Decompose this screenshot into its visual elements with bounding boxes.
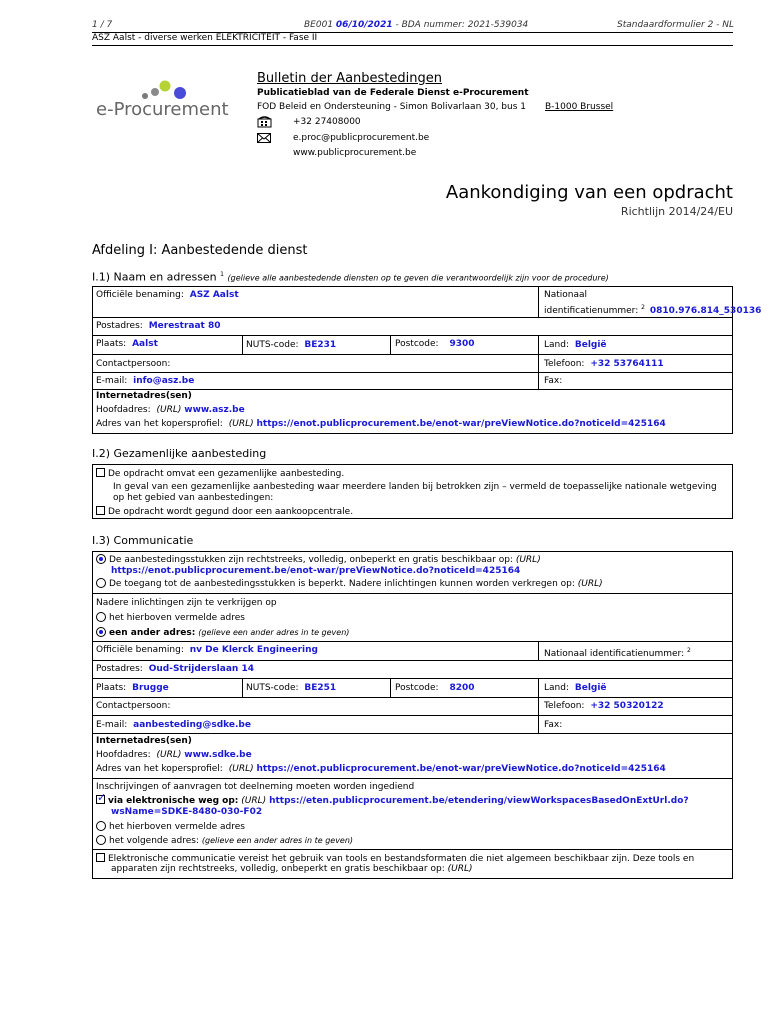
docs-free-radio[interactable] xyxy=(96,554,106,564)
i1-place xyxy=(96,339,158,350)
label: Officiële benaming: xyxy=(96,290,184,300)
label: identificatienummer: xyxy=(544,306,639,316)
publisher-address: FOD Beleid en Ondersteuning - Simon Bolivarlaan 30, bus 1 xyxy=(257,102,527,112)
phone-icon xyxy=(257,116,273,131)
url-label: (URL) xyxy=(156,750,182,760)
i3-buyer-profile xyxy=(96,764,666,775)
mail-icon xyxy=(257,133,272,147)
email-link[interactable]: info@asz.be xyxy=(133,376,195,386)
email-link[interactable]: aanbesteding@sdke.be xyxy=(133,720,251,730)
submit-above-radio[interactable] xyxy=(96,821,106,831)
label: NUTS-code: xyxy=(246,340,299,350)
bda-number: - BDA nummer: 2021-539034 xyxy=(395,20,529,30)
i1-internet-label: Internetadres(sen) xyxy=(96,391,192,401)
label: Adres van het kopersprofiel: xyxy=(96,419,223,429)
value: +32 53764111 xyxy=(590,359,664,369)
i1-heading-note: (gelieve alle aanbestedende diensten op te geven die verantwoordelijk zijn voor de procedure) xyxy=(227,273,609,283)
i2-central-option[interactable] xyxy=(96,506,353,518)
e-procurement-logo xyxy=(92,78,232,128)
label: Land: xyxy=(544,340,569,350)
i3-docs-url[interactable]: https://enot.publicprocurement.be/enot-war/preViewNotice.do?noticeId=425164 xyxy=(111,566,521,576)
publisher-email[interactable]: e.proc@publicprocurement.be xyxy=(293,133,430,143)
value: Aalst xyxy=(132,339,158,349)
i3-submit-opt1[interactable] xyxy=(96,795,689,807)
doc-date: 06/10/2021 xyxy=(335,20,393,30)
label: De toegang tot de aanbestedingsstukken is beperkt. Nadere inlichtingen kunnen worden verkregen op: xyxy=(109,579,575,589)
value: 0810.976.814_530136 xyxy=(649,306,762,316)
label: apparaten zijn rechtstreeks, volledig, onbeperkt en gratis beschikbaar op: xyxy=(111,864,445,874)
url-label: (URL) xyxy=(228,764,254,774)
i3-submit-opt2[interactable] xyxy=(96,821,245,833)
i3-info-opt1[interactable] xyxy=(96,612,245,624)
section-title: Afdeling I: Aanbestedende dienst xyxy=(92,243,308,258)
i1-heading-sup: 1 xyxy=(220,271,224,278)
submit-electronic-checkbox[interactable] xyxy=(96,795,105,804)
label: via elektronische weg op: xyxy=(108,796,239,806)
notice-subject: ASZ Aalst - diverse werken ELEKTRICITEIT - Fase II xyxy=(92,33,318,43)
label: Postcode: xyxy=(395,683,439,693)
i1-country xyxy=(544,340,607,351)
value: +32 50320122 xyxy=(590,701,664,711)
url-label: (URL) xyxy=(515,555,541,565)
value: België xyxy=(574,683,607,693)
label: Adres van het kopersprofiel: xyxy=(96,764,223,774)
i3-main-address xyxy=(96,750,252,761)
note: (gelieve een ander adres in te geven) xyxy=(201,836,354,845)
publisher-website[interactable]: www.publicprocurement.be xyxy=(293,148,417,158)
i1-fax: Fax: xyxy=(544,376,563,386)
i3-official-name xyxy=(96,645,318,656)
label: Officiële benaming: xyxy=(96,645,184,655)
label: Elektronische communicatie vereist het gebruik van tools en bestandsformaten die niet algemeen beschikbaar zijn. Deze tools en xyxy=(108,854,695,864)
i3-postcode xyxy=(395,683,475,694)
buyer-profile-link[interactable]: https://enot.publicprocurement.be/enot-war/preViewNotice.do?noticeId=425164 xyxy=(256,764,666,774)
i1-contact: Contactpersoon: xyxy=(96,359,171,369)
i3-docs-restricted-option[interactable] xyxy=(96,578,603,590)
doc-reference xyxy=(304,20,528,31)
i1-national-id-label: Nationaal xyxy=(544,290,588,300)
label: Hoofdadres: xyxy=(96,405,151,415)
main-link[interactable]: www.sdke.be xyxy=(184,750,252,760)
value: ASZ Aalst xyxy=(189,290,239,300)
label: Telefoon: xyxy=(544,701,585,711)
i3-fax: Fax: xyxy=(544,720,563,730)
i2-joint-note-2: op het gebied van aanbestedingen: xyxy=(113,493,274,503)
notice-directive: Richtlijn 2014/24/EU xyxy=(620,205,733,218)
i2-joint-option[interactable] xyxy=(96,468,344,480)
submit-link[interactable]: https://eten.publicprocurement.be/etendering/viewWorkspacesBasedOnExtUrl.do? xyxy=(269,796,689,806)
i3-email xyxy=(96,720,251,731)
header-divider-bottom xyxy=(92,45,733,46)
i3-internet-label: Internetadres(sen) xyxy=(96,736,192,746)
main-link[interactable]: www.asz.be xyxy=(184,405,245,415)
label: het hierboven vermelde adres xyxy=(109,613,245,623)
value: BE231 xyxy=(304,340,337,350)
i1-official-name xyxy=(96,290,239,301)
label: De opdracht wordt gegund door een aankoopcentrale. xyxy=(108,507,354,517)
value: Merestraat 80 xyxy=(148,321,221,331)
label: E-mail: xyxy=(96,720,128,730)
url-label: (URL) xyxy=(156,405,182,415)
value: België xyxy=(574,340,607,350)
i1-phone xyxy=(544,359,664,370)
i3-docs-free-option[interactable] xyxy=(96,554,541,566)
label: het hierboven vermelde adres xyxy=(109,822,245,832)
publisher-title: Bulletin der Aanbestedingen xyxy=(257,71,442,86)
i3-heading: I.3) Communicatie xyxy=(92,534,194,547)
docs-restricted-radio[interactable] xyxy=(96,578,106,588)
note: (gelieve een ander adres in te geven) xyxy=(198,628,350,637)
i1-national-id xyxy=(544,302,761,317)
i3-submit-opt3[interactable] xyxy=(96,835,353,847)
i1-postcode xyxy=(395,339,475,350)
i1-buyer-profile xyxy=(96,419,666,430)
label: Postadres: xyxy=(96,321,143,331)
value: BE251 xyxy=(304,683,337,693)
i3-country xyxy=(544,683,607,694)
publisher-city: B-1000 Brussel xyxy=(545,102,614,112)
i3-phone xyxy=(544,701,664,712)
i3-national-id xyxy=(544,645,691,660)
url-label: (URL) xyxy=(577,579,603,589)
i3-submit-url-cont[interactable]: wsName=SDKE-8480-030-F02 xyxy=(111,807,263,817)
i1-nuts xyxy=(246,340,336,351)
joint-procurement-checkbox[interactable] xyxy=(96,468,105,477)
i1-main-address xyxy=(96,405,245,416)
label: Plaats: xyxy=(96,339,127,349)
label: Nationaal identificatienummer: xyxy=(544,649,685,659)
label: Telefoon: xyxy=(544,359,585,369)
i1-email xyxy=(96,376,194,387)
value: Brugge xyxy=(132,683,169,693)
i3-submit-label: Inschrijvingen of aanvragen tot deelneming moeten worden ingediend xyxy=(96,782,415,792)
label: De opdracht omvat een gezamenlijke aanbesteding. xyxy=(108,469,345,479)
i3-contact: Contactpersoon: xyxy=(96,701,171,711)
publisher-phone: +32 27408000 xyxy=(293,117,361,127)
label: Land: xyxy=(544,683,569,693)
i2-heading: I.2) Gezamenlijke aanbesteding xyxy=(92,447,267,460)
i3-info-label: Nadere inlichtingen zijn te verkrijgen op xyxy=(96,598,277,608)
value: nv De Klerck Engineering xyxy=(189,645,318,655)
electronic-tools-checkbox[interactable] xyxy=(96,853,105,862)
i1-heading xyxy=(92,268,609,285)
form-name: Standaardformulier 2 - NL xyxy=(617,20,735,30)
i3-postal xyxy=(96,664,254,675)
i1-heading-text: I.1) Naam en adressen xyxy=(92,270,217,284)
label: Postadres: xyxy=(96,664,143,674)
label: NUTS-code: xyxy=(246,683,299,693)
label: Hoofdadres: xyxy=(96,750,151,760)
doc-code: BE001 xyxy=(304,20,334,30)
submit-other-radio[interactable] xyxy=(96,835,106,845)
info-above-radio[interactable] xyxy=(96,612,106,622)
publisher-subtitle: Publicatieblad van de Federale Dienst e-Procurement xyxy=(257,88,529,98)
url-label: (URL) xyxy=(447,864,473,874)
url-label: (URL) xyxy=(228,419,254,429)
label: het volgende adres: xyxy=(109,836,200,846)
value: 9300 xyxy=(449,339,475,349)
sup: 2 xyxy=(687,647,691,654)
url-label: (URL) xyxy=(241,796,267,806)
i3-electronic-cont xyxy=(111,864,473,875)
i2-joint-note: In geval van een gezamenlijke aanbesteding waar meerdere landen bij betrokken zijn – vermeld de toepasselijke nationale wetgeving xyxy=(113,482,717,492)
central-purchasing-checkbox[interactable] xyxy=(96,506,105,515)
value: Oud-Strijderslaan 14 xyxy=(148,664,254,674)
notice-title: Aankondiging van een opdracht xyxy=(445,182,733,203)
buyer-profile-link[interactable]: https://enot.publicprocurement.be/enot-war/preViewNotice.do?noticeId=425164 xyxy=(256,419,666,429)
i1-postal xyxy=(96,321,221,332)
label: Plaats: xyxy=(96,683,127,693)
label: De aanbestedingsstukken zijn rechtstreeks, volledig, onbeperkt en gratis beschikbaar op: xyxy=(109,555,513,565)
info-other-radio[interactable] xyxy=(96,627,106,637)
i3-nuts xyxy=(246,683,336,694)
label: Postcode: xyxy=(395,339,439,349)
i3-info-opt2[interactable] xyxy=(96,627,349,639)
label: een ander adres: xyxy=(109,628,196,638)
i3-place xyxy=(96,683,169,694)
value: 8200 xyxy=(449,683,475,693)
logo-text: e-Procurement xyxy=(96,99,229,120)
label: E-mail: xyxy=(96,376,128,386)
sup: 2 xyxy=(641,304,645,311)
page-number: 1 / 7 xyxy=(92,20,113,30)
